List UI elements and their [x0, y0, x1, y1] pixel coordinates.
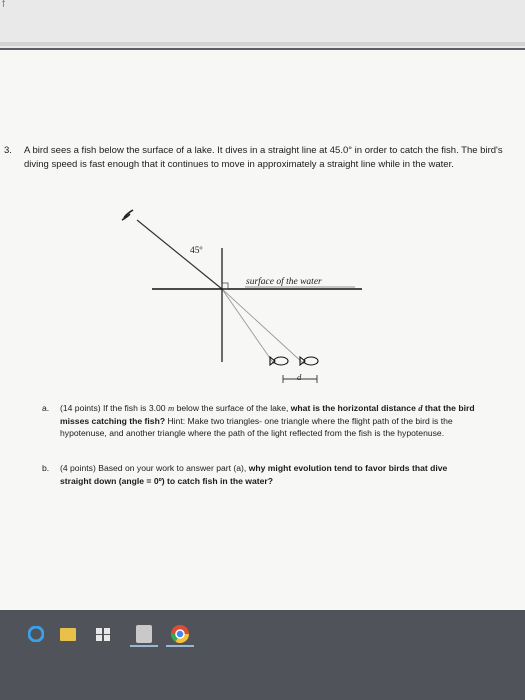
angle-label: 45º	[190, 246, 203, 256]
chrome-icon[interactable]	[170, 624, 190, 644]
dive-path-underwater	[222, 289, 304, 364]
store-icon[interactable]	[96, 628, 110, 641]
surface-label: surface of the water	[246, 277, 322, 287]
file-explorer-icon[interactable]	[60, 628, 76, 641]
active-app-indicator	[130, 645, 158, 647]
top-toolbar	[0, 0, 525, 48]
toolbar-divider	[0, 42, 525, 46]
active-app-indicator	[166, 645, 194, 647]
printer-icon[interactable]	[136, 625, 152, 643]
part-a-text: (14 points) If the fish is 3.00 m below the surface of the lake, what is the horizontal distance d that the bird misses catching the fish? Hint: Make two triangles- one triangle where the flight path of the bird is the hypotenuse, and another triangle where the path of the light reflected from the fish is the hypotenuse.	[60, 403, 475, 438]
part-a-label: a.	[42, 403, 50, 413]
taskbar	[0, 610, 525, 700]
part-b-text: (4 points) Based on your work to answer part (a), why might evolution tend to favor birds that dive straight down (angle = 0º) to catch fish in the water?	[60, 463, 448, 486]
edge-icon[interactable]	[28, 626, 44, 642]
light-path	[222, 289, 274, 364]
question-number: 3.	[4, 145, 12, 156]
diagram	[0, 50, 525, 610]
corner-char: f	[2, 0, 6, 10]
dive-path	[137, 220, 222, 289]
part-b-label: b.	[42, 463, 50, 473]
fish-icon	[270, 357, 288, 365]
document-page	[0, 50, 525, 610]
right-angle-marker	[222, 283, 228, 289]
question-text: A bird sees a fish below the surface of a lake. It dives in a straight line at 45.0° in order to catch the fish. The bird's diving speed is fast enough that it continues to move in approximately a straight line while in the water.	[24, 145, 503, 170]
distance-label: d	[297, 372, 302, 382]
bird-icon	[122, 210, 133, 220]
fish-icon	[300, 357, 318, 365]
